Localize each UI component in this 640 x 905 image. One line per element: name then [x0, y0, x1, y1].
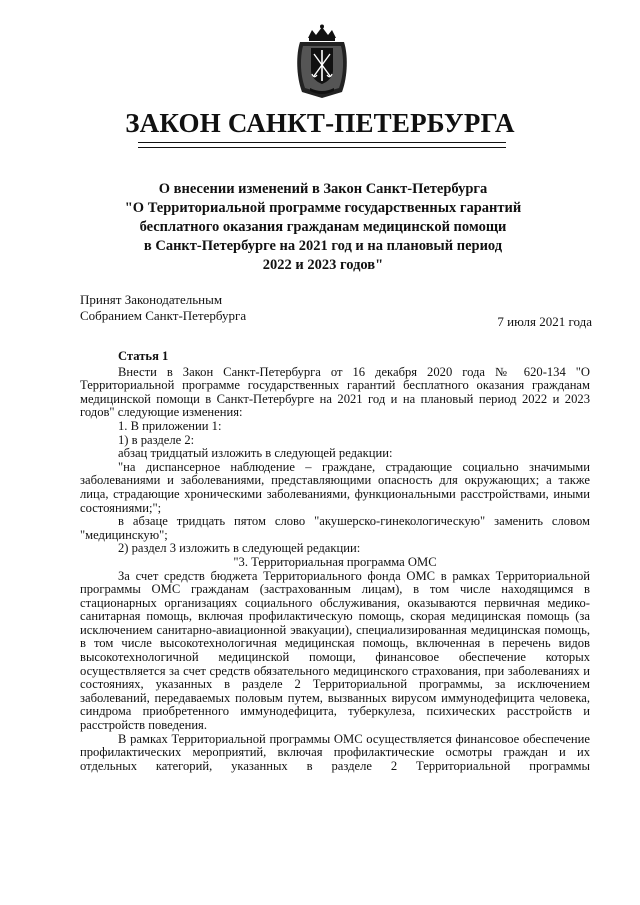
subtitle-line: О внесении изменений в Закон Санкт-Петербурга	[158, 181, 488, 197]
adopted-line: Принят Законодательным	[80, 292, 223, 307]
section-heading: "3. Территориальная программа ОМС	[233, 554, 437, 569]
article-heading: Статья 1	[118, 349, 169, 363]
subtitle-line: в Санкт-Петербурге на 2021 год и на плановый период	[143, 238, 503, 254]
paragraph: 1) в разделе 2:	[118, 432, 195, 447]
paragraph: в абзаце тридцать пятом слово "акушерско-гинекологическую" заменить словом "медицинскую";	[80, 514, 590, 542]
adopted-by	[80, 292, 246, 324]
paragraph: В рамках Территориальной программы ОМС осуществляется финансовое обеспечение профилактических мероприятий, включая профилактические осмотры граждан и их отдельных категорий, указанных в разделе 2 Территориальной программы	[80, 731, 590, 773]
paragraph: 1. В приложении 1:	[118, 418, 222, 433]
subtitle-line: 2022 и 2023 годов"	[262, 257, 384, 273]
adoption-date: 7 июля 2021 года	[497, 314, 592, 329]
paragraph: За счет средств бюджета Территориального фонда ОМС в рамках Территориальной программы ОМС гражданам (застрахованным лицам), в том числе находящимся в стационарных организациях социального обслуживания, оказываются первичная медико-санитарная помощь, включая профилактическую помощь, скорая медицинская помощь (за исключением санитарно-авиационной эвакуации), специализированная медицинская помощь, в том числе высокотехнологичная медицинская помощь, включенная в перечень видов высокотехнологичной медицинской помощи, финансовое обеспечение которых осуществляется за счет средств обязательного медицинского страхования, при заболеваниях и состояниях, указанных в разделе 2 Территориальной программы, за исключением заболеваний, передаваемых половым путем, вызванных вирусом иммунодефицита человека, синдрома приобретенного иммунодефицита, туберкулеза, психических расстройств и расстройств поведения.	[80, 568, 590, 733]
law-title: ЗАКОН САНКТ-ПЕТЕРБУРГА	[125, 108, 515, 138]
paragraph: "на диспансерное наблюдение – граждане, страдающие социально значимыми заболеваниями и заболеваниями, представляющими опасность для окружающих; а также лица, страдающие хроническими заболеваниями, функциональными расстройствами, иными состояниями;";	[80, 459, 590, 515]
adopted-line: Собранием Санкт-Петербурга	[80, 308, 247, 323]
subtitle-line: бесплатного оказания гражданам медицинской помощи	[139, 219, 507, 235]
paragraph: абзац тридцатый изложить в следующей редакции:	[118, 446, 393, 461]
subtitle-line: "О Территориальной программе государственных гарантий	[124, 200, 522, 216]
paragraph: Внести в Закон Санкт-Петербурга от 16 декабря 2020 года № 620-134 "О Территориальной программе государственных гарантий бесплатного оказания гражданам медицинской помощи в Санкт-Петербурге на 2021 год и на плановый период 2022 и 2023 годов" следующие изменения:	[80, 364, 590, 420]
document-body	[80, 350, 590, 773]
title-underline	[138, 142, 506, 148]
law-subtitle	[80, 180, 566, 275]
paragraph: 2) раздел 3 изложить в следующей редакции:	[118, 541, 361, 556]
coat-of-arms-icon	[294, 24, 350, 100]
